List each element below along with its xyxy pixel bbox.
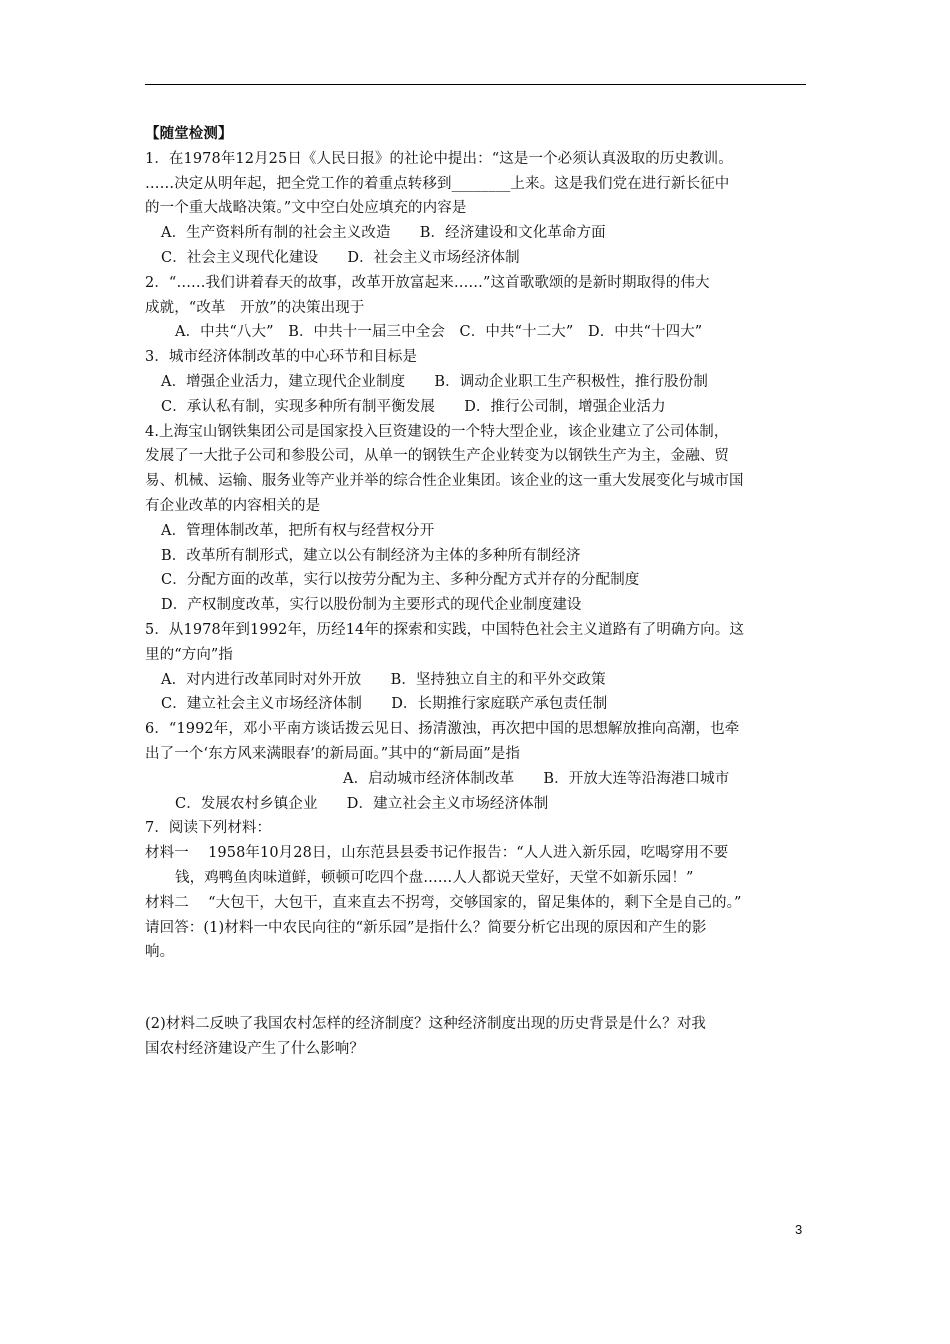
answer-space: [145, 965, 825, 1012]
q5-options-cd: C．建立社会主义市场经济体制 D．长期推行家庭联产承包责任制: [161, 696, 608, 713]
q7-material-2: 材料二 “大包干，大包干，直来直去不拐弯，交够国家的，留足集体的，剩下全是自己的。”: [145, 894, 742, 911]
q4-option-c: C．分配方面的改革，实行以按劳分配为主、多种分配方式并存的分配制度: [161, 572, 640, 589]
q1-stem-line-3: 的一个重大战略决策。”文中空白处应填充的内容是: [145, 200, 467, 217]
q4-stem-line-2: 发展了一大批子公司和参股公司，从单一的钢铁生产企业转变为以钢铁生产为主，金融、贸: [145, 448, 729, 465]
q1-options-cd: C．社会主义现代化建设 D．社会主义市场经济体制: [161, 249, 520, 266]
q7-stem: 7．阅读下列材料：: [145, 820, 272, 837]
q6-stem-line-2: 出了一个‘东方风来满眼春’的新局面。”其中的“新局面”是指: [145, 745, 521, 762]
q2-stem-line-1: 2．“……我们讲着春天的故事，改革开放富起来……”这首歌歌颂的是新时期取得的伟大: [145, 274, 710, 291]
header-rule: [145, 84, 806, 85]
q2-stem-line-2: 成就，“改革 开放”的决策出现于: [145, 299, 365, 316]
q4-option-a: A．管理体制改革，把所有权与经营权分开: [161, 522, 435, 539]
q4-option-b: B．改革所有制形式，建立以公有制经济为主体的多种所有制经济: [161, 547, 581, 564]
q3-stem: 3．城市经济体制改革的中心环节和目标是: [145, 349, 418, 366]
section-title: 【随堂检测】: [145, 126, 233, 142]
q7-question-2-line-2: 国农村经济建设产生了什么影响？: [145, 1040, 364, 1057]
q4-stem-line-1: 4.上海宝山钢铁集团公司是国家投入巨资建设的一个特大型企业，该企业建立了公司体制，: [145, 423, 729, 440]
q4-stem-line-3: 易、机械、运输、服务业等产业并举的综合性企业集团。该企业的这一重大发展变化与城市国: [145, 473, 744, 490]
q5-stem-line-1: 5．从1978年到1992年，历经14年的探索和实践，中国特色社会主义道路有了明确方向。这: [145, 621, 744, 638]
q7-question-1-line-2: 响。: [145, 944, 175, 961]
q6-options-ab: A．启动城市经济体制改革 B．开放大连等沿海港口城市: [343, 770, 730, 787]
q4-option-d: D．产权制度改革，实行以股份制为主要形式的现代企业制度建设: [161, 597, 582, 614]
document-body: [145, 122, 825, 1062]
q5-options-ab: A．对内进行改革同时对外开放 B．坚持独立自主的和平外交政策: [161, 671, 606, 688]
q1-stem-line-1: 1．在1978年12月25日《人民日报》的社论中提出：“这是一个必须认真汲取的历史教训。: [145, 150, 733, 167]
q3-options-ab: A．增强企业活力，建立现代企业制度 B．调动企业职工生产积极性，推行股份制: [161, 373, 708, 390]
page-number: 3: [795, 1222, 803, 1237]
q7-material-1-line-1: 材料一 1958年10月28日，山东范县县委书记作报告：“人人进入新乐园，吃喝穿用不要: [145, 845, 729, 862]
q7-material-1-line-2: 钱，鸡鸭鱼肉味道鲜，顿顿可吃四个盘……人人都说天堂好，天堂不如新乐园！”: [175, 869, 694, 886]
q6-stem-line-1: 6．“1992年，邓小平南方谈话拨云见日、扬清激浊，再次把中国的思想解放推向高潮，也牵: [145, 721, 740, 738]
q3-options-cd: C．承认私有制，实现多种所有制平衡发展 D．推行公司制，增强企业活力: [161, 398, 666, 415]
q6-options-cd: C．发展农村乡镇企业 D．建立社会主义市场经济体制: [175, 795, 549, 812]
q7-question-2-line-1: (2)材料二反映了我国农村怎样的经济制度？这种经济制度出现的历史背景是什么？对我: [145, 1016, 707, 1033]
q7-question-1-line-1: 请回答：(1)材料一中农民向往的“新乐园”是指什么？简要分析它出现的原因和产生的影: [145, 919, 707, 936]
q1-options-ab: A．生产资料所有制的社会主义改造 B．经济建设和文化革命方面: [161, 225, 606, 242]
q1-stem-line-2: ……决定从明年起，把全党工作的着重点转移到________上来。这是我们党在进行新长征中: [145, 175, 730, 192]
q2-options: A．中共“八大” B．中共十一届三中全会 C．中共“十二大” D．中共“十四大”: [175, 324, 703, 341]
q5-stem-line-2: 里的“方向”指: [145, 646, 234, 663]
q4-stem-line-4: 有企业改革的内容相关的是: [145, 497, 321, 514]
